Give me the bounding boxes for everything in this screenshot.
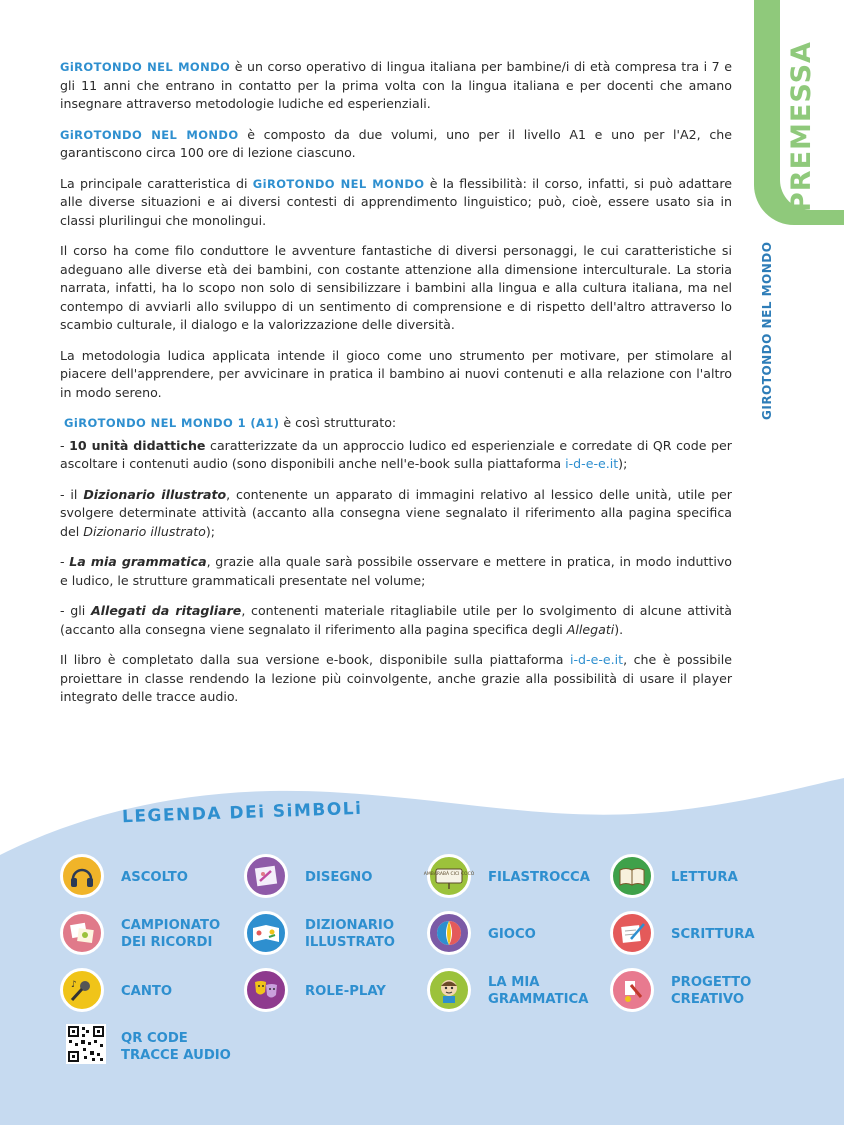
drawing-icon [244,854,288,898]
paragraph-6: GiROTONDO NEL MONDO 1 (A1) è così strutturato: [64,415,397,430]
platform-link[interactable]: i-d-e-e.it [570,652,624,667]
paragraph-4: Il corso ha come filo conduttore le avventure fantastiche di diversi personaggi, le cui caratteristiche si adeguano alle diverse età dei bambini, con costante attenzione alla dimensione interculturale. La storia narrata, infatti, ha lo scopo non solo di sensibilizzare i bambini alla lingua e alla cultura italiana, ma nel contempo di avviarli allo sviluppo di un sentimento di comprensione e di rispetto dell'altro attraverso lo scambio culturale, il dialogo e la valorizzazione delle diversità. [60,243,732,332]
body-text [60,58,732,719]
writing-icon [610,911,654,955]
brand-name: GiROTONDO NEL MONDO [252,176,425,191]
microphone-icon [60,968,104,1012]
svg-text:♪: ♪ [71,980,77,990]
list-item: - il Dizionario illustrato, contenente un apparato di immagini relativo al lessico delle unità, utile per svolgere determinate attività (accanto alla consegna viene segnalato il riferimento alla pagina specifica del Dizionario illustrato); [60,486,732,539]
dictionary-icon [244,911,288,955]
paragraph-5: La metodologia ludica applicata intende il gioco come uno strumento per motivare, per stimolare al piacere dell'apprendere, per avvicinare in pratica il bambino ai nuovi contenuti e alla relazione con l'altro in modo sereno. [60,347,732,400]
side-brand-label: GIROTONDO NEL MONDO [760,241,774,420]
page: PREMESSA GIROTONDO NEL MONDO GiROTONDO NEL MONDO è un corso operativo di lingua italiana per bambine/i di età compresa tra i 7 e gli 11 anni che entrano in contatto per la prima volta con la lingua italiana e per docenti che amano insegnare attraverso metodologie ludiche ed esperienziali. GiROTONDO NEL MONDO è composto da due volumi, uno per il livello A1 e uno per l'A2, che garantiscono circa 100 ore di lezione ciascuno. La principale caratteristica di GiROTONDO NEL MONDO è la flessibilità: il corso, infatti, si può adattare alle diverse situazioni e ai diversi contesti di apprendimento linguistico; può, cioè, essere usato sia in classi plurilingui che monolingui. Il corso ha come filo conduttore le avventure fantastiche di diversi personaggi, le cui caratteristiche si adeguano alle diverse età dei bambini, con costante attenzione alla dimensione interculturale. La storia narrata, infatti, ha lo scopo non solo di sensibilizzare i bambini alla lingua e alla cultura italiana, ma nel contempo di avviarli allo sviluppo di un sentimento di comprensione e di rispetto dell'altro attraverso lo scambio culturale, il dialogo e la valorizzazione delle diversità. La metodologia ludica applicata intende il gioco come uno strumento per motivare, per stimolare al piacere dell'apprendere, per avvicinare in pratica il bambino ai nuovi contenuti e alla relazione con l'altro in modo sereno. GiROTONDO NEL MONDO 1 (A1) è così strutturato: - 10 unità didattiche caratterizzate da un approccio ludico ed esperienziale e corredate di QR code per ascoltare i contenuti audio (sono disponibili anche nell'e-book sulla piattaforma i-d-e-e.it); - il Dizionario illustrato, contenente un apparato di immagini relativo al lessico delle unità, utile per svolgere determinate attività (accanto alla consegna viene segnalato il riferimento alla pagina specifica del Dizionario illustrato); - La mia grammatica, grazie alla quale sarà possibile osservare e mettere in pratica, in modo induttivo e ludico, le strutture grammaticali presentate nel volume; - gli Allegati da ritagliare, contenenti materiale ritagliabile utile per lo svolgimento di alcune attività (accanto alla consegna viene segnalato il riferimento alla pagina specifica degli Allegati). Il libro è completato dalla sua versione e-book, disponibile sulla piattaforma i-d-e-e.it, che è possibile proiettare in classe rendendo la lezione più coinvolgente, anche grazie alla possibilità di usare il player integrato delle tracce audio. LEGENDA DEi SiMBOLi ASCOLTO DISEGNO AMBARABÀ CICI COCÒ FILASTROCCA LETTURA CAMPIONATO DEI RICORDI DIZIONARIO ILLUSTRATO GIOCO SCRITTURA ♪ CANTO ROLE-PLAY LA MIA GRAMMATICA PROGETTO CREATIVO QR CODE TRACCE AUDIO [0,0,844,1125]
character-icon [427,968,471,1012]
paragraph-1: GiROTONDO NEL MONDO è un corso operativo di lingua italiana per bambine/i di età compresa tra i 7 e gli 11 anni che entrano in contatto per la prima volta con la lingua italiana e per docenti che amano insegnare attraverso metodologie ludiche ed esperienziali. [60,59,732,111]
legend-title: LEGENDA DEi SiMBOLi [121,798,363,828]
list-item: - 10 unità didattiche caratterizzate da un approccio ludico ed esperienziale e corredate di QR code per ascoltare i contenuti audio (sono disponibili anche nell'e-book sulla piattaforma i-d-e-e.it); [60,437,732,471]
svg-text:AMBARABÀ CICI COCÒ: AMBARABÀ CICI COCÒ [423,872,475,877]
section-tab-label: PREMESSA [786,41,817,212]
paragraph-7: Il libro è completato dalla sua versione e-book, disponibile sulla piattaforma i-d-e-e.it, che è possibile proiettare in classe rendendo la lezione più coinvolgente, anche grazie alla possibilità di usare il player integrato delle tracce audio. [60,652,733,704]
open-book-icon [610,854,654,898]
brand-name: GiROTONDO NEL MONDO [60,127,239,142]
paragraph-3: La principale caratteristica di GiROTONDO NEL MONDO è la flessibilità: il corso, infatti, si può adattare alle diverse situazioni e ai diversi contesti di apprendimento linguistico; può, cioè, essere usato sia in classi plurilingui che monolingui. [60,175,732,228]
list-item: - gli Allegati da ritagliare, contenenti materiale ritagliabile utile per lo svolgimento di alcune attività (accanto alla consegna viene segnalato il riferimento alla pagina specifica degli Allegati). [60,603,733,637]
rhyme-sign-icon [423,854,475,898]
photos-icon [60,911,104,955]
ball-icon [427,911,471,955]
list-item: - La mia grammatica, grazie alla quale sarà possibile osservare e mettere in pratica, in modo induttivo e ludico, le strutture grammaticali presentate nel volume; [60,554,732,588]
craft-icon [610,968,654,1012]
brand-name: GiROTONDO NEL MONDO [60,60,231,74]
paragraph-2: GiROTONDO NEL MONDO è composto da due volumi, uno per il livello A1 e uno per l'A2, che garantiscono circa 100 ore di lezione ciascuno. [60,126,732,160]
brand-name: GiROTONDO NEL MONDO 1 (A1) [64,416,280,430]
platform-link[interactable]: i-d-e-e.it [565,456,619,471]
theater-masks-icon [244,968,288,1012]
qr-code-icon [66,1024,106,1064]
headphones-icon [60,854,104,898]
